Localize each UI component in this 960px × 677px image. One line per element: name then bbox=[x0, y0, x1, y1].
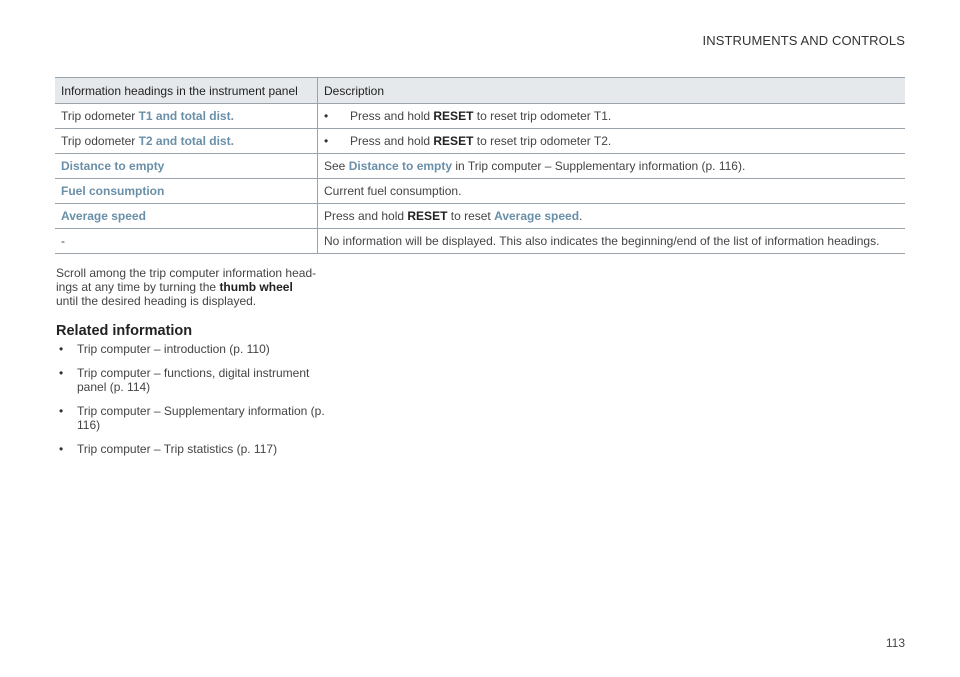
table-row bbox=[55, 204, 905, 229]
cell-text: Press and hold bbox=[350, 134, 434, 148]
bullet-icon: • bbox=[59, 342, 64, 356]
cell-text: Press and hold bbox=[324, 209, 408, 223]
column-header-headings: Information headings in the instrument panel bbox=[55, 78, 318, 104]
table-row bbox=[55, 179, 905, 204]
list-item[interactable] bbox=[56, 404, 336, 432]
related-link[interactable]: Trip computer – functions, digital instrument panel (p. 114) bbox=[77, 366, 310, 394]
display-term: T2 and total dist. bbox=[138, 134, 234, 148]
bullet-icon: • bbox=[59, 404, 64, 418]
list-item[interactable] bbox=[56, 366, 336, 394]
description-cell bbox=[318, 229, 906, 254]
table-row bbox=[55, 129, 905, 154]
bullet-icon: • bbox=[324, 134, 329, 148]
button-term: RESET bbox=[407, 209, 448, 223]
display-term: Distance to empty bbox=[348, 159, 453, 173]
description-cell bbox=[318, 204, 906, 229]
related-information-heading: Related information bbox=[56, 323, 193, 339]
list-item[interactable] bbox=[56, 442, 336, 456]
heading-cell bbox=[55, 229, 318, 254]
page-section-title: INSTRUMENTS AND CONTROLS bbox=[702, 33, 905, 48]
cell-text: Trip odometer bbox=[61, 134, 139, 148]
page-number: 113 bbox=[885, 636, 905, 650]
table-row bbox=[55, 104, 905, 129]
cell-text: to reset trip odometer T2. bbox=[473, 134, 612, 148]
display-term: Distance to empty bbox=[61, 159, 165, 173]
description-cell bbox=[318, 104, 906, 129]
display-term: Average speed bbox=[61, 209, 146, 223]
display-term: T1 and total dist. bbox=[138, 109, 234, 123]
bullet-icon: • bbox=[324, 109, 329, 123]
display-term: Average speed bbox=[494, 209, 580, 223]
cell-text: See bbox=[324, 159, 349, 173]
related-link[interactable]: Trip computer – introduction (p. 110) bbox=[77, 342, 270, 356]
cell-text: to reset trip odometer T1. bbox=[473, 109, 612, 123]
bullet-icon: • bbox=[59, 442, 64, 456]
display-term: Fuel consumption bbox=[61, 184, 165, 198]
related-link[interactable]: Trip computer – Supplementary information (p. 116) bbox=[77, 404, 325, 432]
control-term: thumb wheel bbox=[219, 280, 293, 294]
cell-text: Trip odometer bbox=[61, 109, 139, 123]
list-item[interactable] bbox=[56, 342, 336, 356]
cell-text: - bbox=[61, 234, 65, 248]
paragraph-text: until the desired heading is displayed. bbox=[56, 294, 257, 308]
cell-text: Press and hold bbox=[350, 109, 434, 123]
cell-text: Current fuel consumption. bbox=[324, 184, 462, 198]
heading-cell bbox=[55, 129, 318, 154]
description-cell bbox=[318, 154, 906, 179]
scroll-instruction-paragraph bbox=[56, 266, 326, 308]
cell-text: . bbox=[579, 209, 583, 223]
cell-text: in Trip computer – Supplementary information (p. 116). bbox=[452, 159, 746, 173]
table-header-row bbox=[55, 78, 905, 104]
cell-text: to reset bbox=[447, 209, 495, 223]
related-information-list bbox=[56, 342, 336, 466]
cell-text: No information will be displayed. This also indicates the beginning/end of the list of information headings. bbox=[324, 234, 880, 248]
column-header-description: Description bbox=[318, 78, 906, 104]
description-cell bbox=[318, 129, 906, 154]
table-row bbox=[55, 154, 905, 179]
heading-cell bbox=[55, 204, 318, 229]
table-row bbox=[55, 229, 905, 254]
bullet-icon: • bbox=[59, 366, 64, 380]
paragraph-text: Scroll among the trip computer information head-ings at any time by turning the bbox=[56, 266, 317, 294]
heading-cell bbox=[55, 154, 318, 179]
button-term: RESET bbox=[433, 109, 474, 123]
button-term: RESET bbox=[433, 134, 474, 148]
description-cell bbox=[318, 179, 906, 204]
info-headings-table bbox=[55, 77, 905, 254]
related-link[interactable]: Trip computer – Trip statistics (p. 117) bbox=[77, 442, 278, 456]
heading-cell bbox=[55, 179, 318, 204]
heading-cell bbox=[55, 104, 318, 129]
